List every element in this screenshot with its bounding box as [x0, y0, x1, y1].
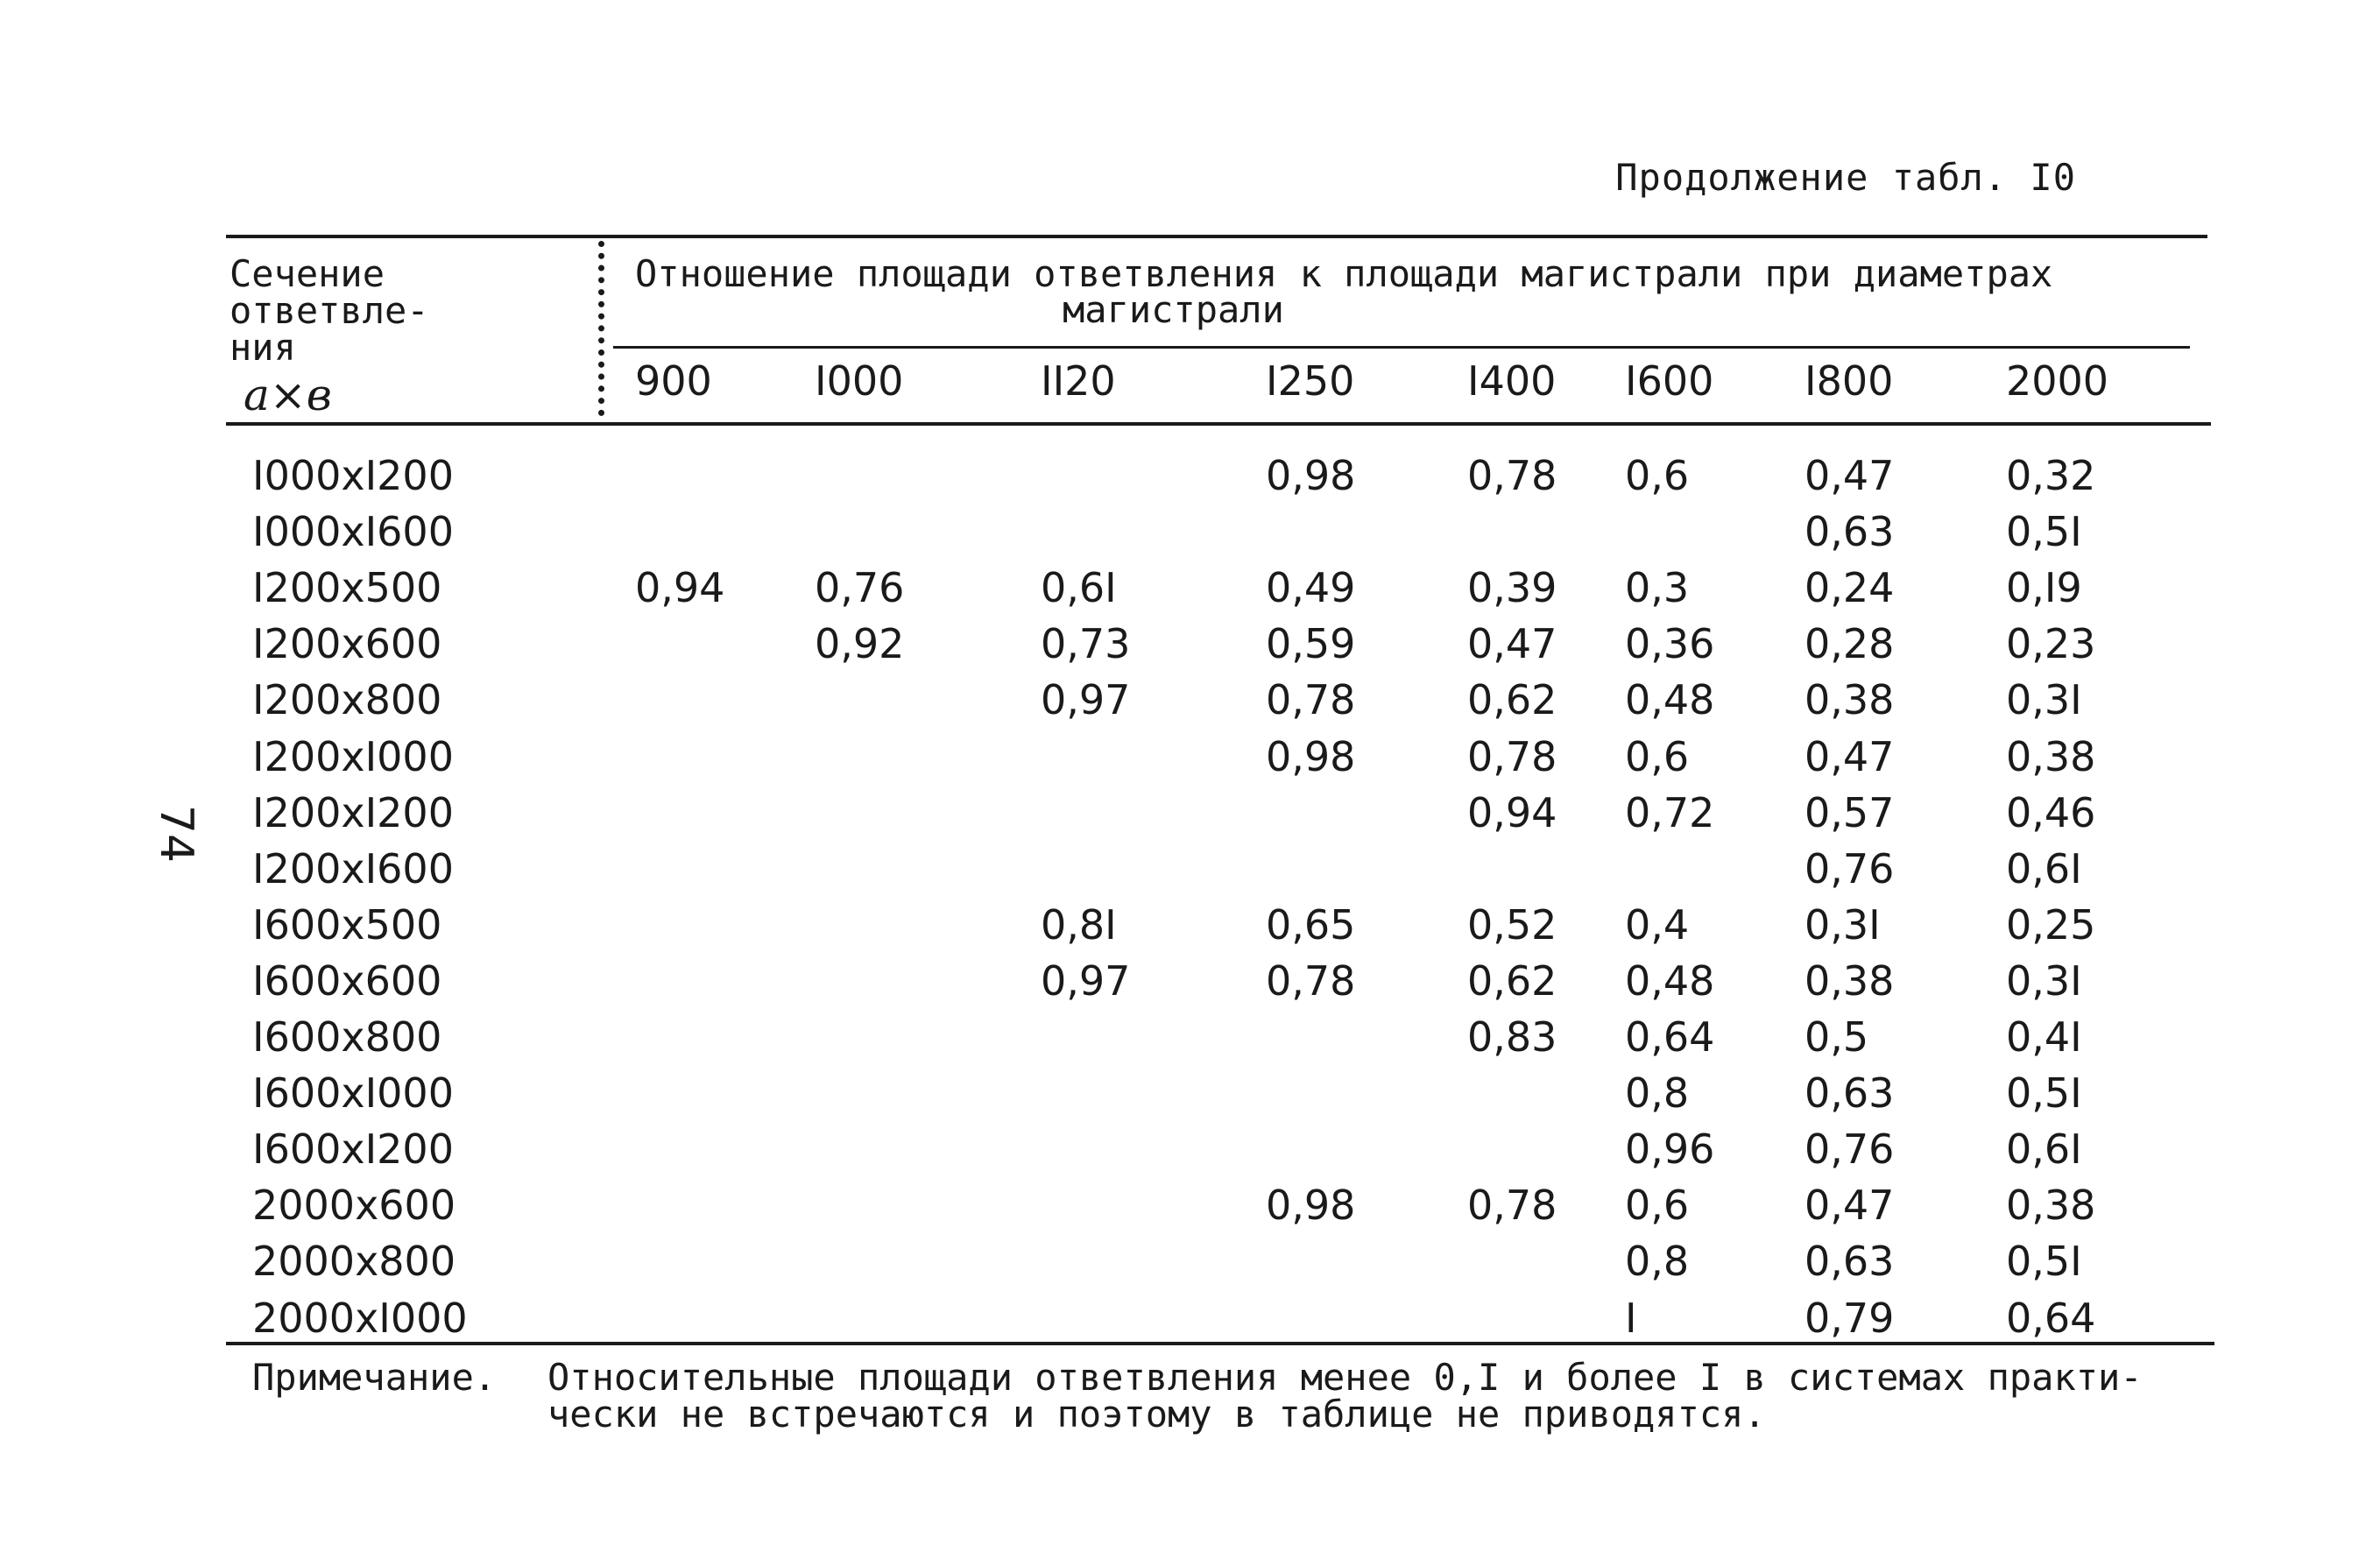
- table-cell: 0,59: [1266, 620, 1356, 667]
- table-cell: 0,76: [815, 564, 905, 611]
- row-label: 2000x800: [252, 1238, 456, 1285]
- row-label: I200xI600: [252, 845, 454, 892]
- table-cell: 0,36: [1625, 620, 1715, 667]
- table-cell: 0,23: [2006, 620, 2096, 667]
- column-group-title-line1: Отношение площади ответвления к площади магистрали при диаметрах: [635, 252, 2053, 295]
- table-cell: 0,92: [815, 620, 905, 667]
- table-cell: 0,62: [1467, 957, 1557, 1005]
- note-text-line2: чески не встречаются и поэтому в таблице не приводятся.: [547, 1393, 1766, 1436]
- table-cell: 0,62: [1467, 676, 1557, 723]
- table-cell: 0,8: [1625, 1069, 1690, 1117]
- table-cell: 0,38: [1804, 957, 1895, 1005]
- row-label: I600x800: [252, 1013, 442, 1061]
- table-cell: 0,63: [1804, 1238, 1895, 1285]
- table-cell: 0,63: [1804, 508, 1895, 555]
- table-cell: 0,38: [2006, 1182, 2096, 1229]
- row-label: I200x800: [252, 676, 442, 723]
- row-label: I600xI200: [252, 1125, 454, 1173]
- table-cell: 0,5I: [2006, 1238, 2082, 1285]
- table-cell: 0,94: [1467, 789, 1557, 836]
- table-cell: 0,4I: [2006, 1013, 2082, 1061]
- column-header: I000: [815, 357, 904, 405]
- table-cell: 0,78: [1266, 676, 1356, 723]
- note-text-line1: Относительные площади ответвления менее 0,I и более I в системах практи-: [547, 1356, 2143, 1399]
- column-header: II20: [1041, 357, 1116, 405]
- table-cell: 0,64: [2006, 1295, 2096, 1342]
- table-cell: 0,32: [2006, 452, 2096, 499]
- table-cell: 0,98: [1266, 733, 1356, 780]
- subheader-rule: [613, 346, 2190, 349]
- table-cell: 0,6: [1625, 733, 1690, 780]
- table-caption: Продолжение табл. I0: [1615, 156, 2076, 199]
- table-cell: 0,39: [1467, 564, 1557, 611]
- table-cell: 0,76: [1804, 845, 1895, 892]
- table-cell: 0,63: [1804, 1069, 1895, 1117]
- table-cell: 0,8: [1625, 1238, 1690, 1285]
- table-cell: 0,73: [1041, 620, 1131, 667]
- table-cell: 0,6I: [2006, 845, 2082, 892]
- table-cell: 0,83: [1467, 1013, 1557, 1061]
- table-cell: 0,3I: [2006, 957, 2082, 1005]
- header-divider: [598, 241, 604, 416]
- table-cell: 0,46: [2006, 789, 2096, 836]
- table-cell: 0,28: [1804, 620, 1895, 667]
- table-cell: 0,3I: [1804, 901, 1881, 949]
- table-cell: 0,96: [1625, 1125, 1715, 1173]
- column-header: I800: [1804, 357, 1894, 405]
- table-cell: 0,98: [1266, 452, 1356, 499]
- row-header-label-2: ответвле-: [230, 289, 429, 332]
- row-label: 2000x600: [252, 1182, 456, 1229]
- column-header: I400: [1467, 357, 1557, 405]
- table-cell: 0,24: [1804, 564, 1895, 611]
- column-group-title-line2: магистрали: [1063, 288, 1284, 331]
- table-cell: 0,47: [1467, 620, 1557, 667]
- table-cell: 0,3I: [2006, 676, 2082, 723]
- table-cell: 0,98: [1266, 1182, 1356, 1229]
- row-label: I200xI000: [252, 733, 454, 780]
- table-cell: 0,38: [2006, 733, 2096, 780]
- row-label: I200xI200: [252, 789, 454, 836]
- table-cell: 0,5I: [2006, 508, 2082, 555]
- table-cell: 0,6I: [2006, 1125, 2082, 1173]
- table-cell: 0,47: [1804, 452, 1895, 499]
- table-cell: 0,6: [1625, 452, 1690, 499]
- table-cell: 0,72: [1625, 789, 1715, 836]
- top-rule: [226, 235, 2207, 238]
- row-header-dimensions: a×в: [244, 370, 332, 420]
- table-cell: 0,38: [1804, 676, 1895, 723]
- table-cell: 0,8I: [1041, 901, 1117, 949]
- row-label: I600xI000: [252, 1069, 454, 1117]
- note-label: Примечание.: [252, 1356, 497, 1399]
- table-cell: 0,3: [1625, 564, 1690, 611]
- row-label: I200x500: [252, 564, 442, 611]
- table-cell: 0,65: [1266, 901, 1356, 949]
- row-label: I200x600: [252, 620, 442, 667]
- column-header: 2000: [2006, 357, 2109, 405]
- table-cell: I: [1625, 1295, 1637, 1342]
- table-cell: 0,57: [1804, 789, 1895, 836]
- table-cell: 0,64: [1625, 1013, 1715, 1061]
- column-header: I600: [1625, 357, 1714, 405]
- row-label: I000xI600: [252, 508, 454, 555]
- header-bottom-rule: [226, 422, 2211, 426]
- table-cell: 0,78: [1467, 733, 1557, 780]
- row-header-label-3: ния: [230, 326, 296, 369]
- table-cell: 0,49: [1266, 564, 1356, 611]
- table-cell: 0,94: [635, 564, 725, 611]
- row-label: I000xI200: [252, 452, 454, 499]
- table-cell: 0,4: [1625, 901, 1690, 949]
- row-header-label-1: Сечение: [230, 252, 385, 295]
- table-bottom-rule: [226, 1342, 2214, 1345]
- table-cell: 0,47: [1804, 733, 1895, 780]
- table-cell: 0,97: [1041, 676, 1131, 723]
- table-cell: 0,6I: [1041, 564, 1117, 611]
- column-header: 900: [635, 357, 712, 405]
- table-cell: 0,78: [1266, 957, 1356, 1005]
- table-cell: 0,5I: [2006, 1069, 2082, 1117]
- table-cell: 0,76: [1804, 1125, 1895, 1173]
- table-cell: 0,I9: [2006, 564, 2082, 611]
- table-cell: 0,5: [1804, 1013, 1869, 1061]
- table-cell: 0,79: [1804, 1295, 1895, 1342]
- row-label: 2000xI000: [252, 1295, 468, 1342]
- table-cell: 0,78: [1467, 452, 1557, 499]
- table-cell: 0,97: [1041, 957, 1131, 1005]
- column-header: I250: [1266, 357, 1355, 405]
- table-cell: 0,47: [1804, 1182, 1895, 1229]
- table-cell: 0,25: [2006, 901, 2096, 949]
- table-cell: 0,78: [1467, 1182, 1557, 1229]
- table-cell: 0,48: [1625, 676, 1715, 723]
- row-label: I600x600: [252, 957, 442, 1005]
- table-cell: 0,52: [1467, 901, 1557, 949]
- row-label: I600x500: [252, 901, 442, 949]
- page-number: 74: [150, 804, 203, 864]
- table-cell: 0,6: [1625, 1182, 1690, 1229]
- table-cell: 0,48: [1625, 957, 1715, 1005]
